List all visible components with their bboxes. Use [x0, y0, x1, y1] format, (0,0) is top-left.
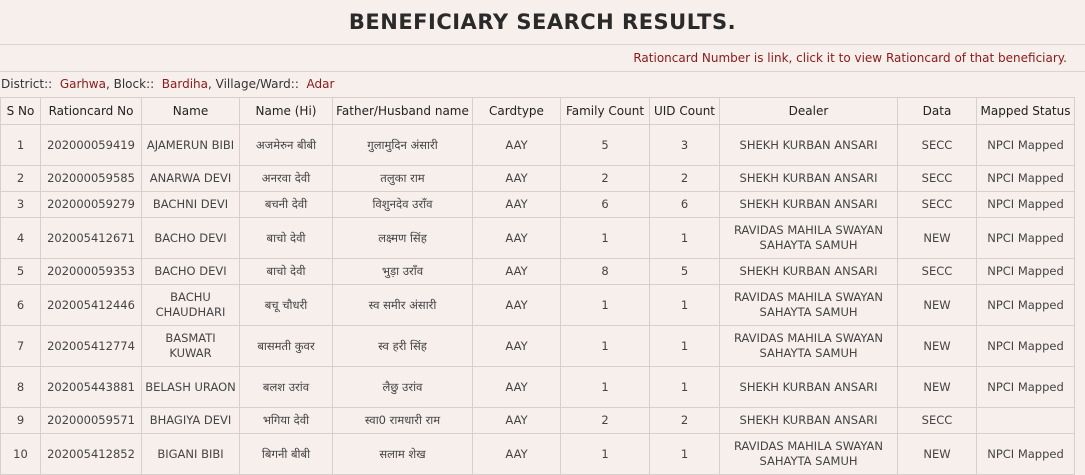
rationcard-link-note: Rationcard Number is link, click it to view Rationcard of that beneficiary. — [0, 45, 1085, 72]
cell-sno: 5 — [1, 259, 41, 285]
cell-family-count: 8 — [561, 259, 650, 285]
cell-sno: 2 — [1, 166, 41, 192]
cell-name-hi: बचू चौधरी — [240, 285, 333, 326]
cell-father: भुड़ा उराँव — [333, 259, 473, 285]
header-father: Father/Husband name — [333, 98, 473, 125]
cell-mapped-status: NPCI Mapped — [977, 192, 1075, 218]
cell-data: NEW — [898, 367, 977, 408]
cell-family-count: 6 — [561, 192, 650, 218]
cell-family-count: 5 — [561, 125, 650, 166]
village-value: Adar — [306, 77, 335, 91]
cell-mapped-status: NPCI Mapped — [977, 259, 1075, 285]
cell-family-count: 2 — [561, 408, 650, 434]
cell-name-hi: बचनी देवी — [240, 192, 333, 218]
cell-data: SECC — [898, 408, 977, 434]
cell-name: AJAMERUN BIBI — [142, 125, 240, 166]
cell-uid-count: 1 — [650, 218, 720, 259]
cell-uid-count: 1 — [650, 434, 720, 475]
cell-mapped-status: NPCI Mapped — [977, 285, 1075, 326]
cell-dealer: SHEKH KURBAN ANSARI — [720, 192, 898, 218]
cell-uid-count: 1 — [650, 367, 720, 408]
cell-cardtype: AAY — [473, 285, 561, 326]
cell-dealer: RAVIDAS MAHILA SWAYAN SAHAYTA SAMUH — [720, 326, 898, 367]
cell-uid-count: 5 — [650, 259, 720, 285]
search-filters — [0, 72, 1085, 97]
cell-data: SECC — [898, 259, 977, 285]
header-data: Data — [898, 98, 977, 125]
cell-cardtype: AAY — [473, 125, 561, 166]
cell-uid-count: 1 — [650, 285, 720, 326]
cell-data: NEW — [898, 285, 977, 326]
rationcard-link[interactable]: 202000059353 — [41, 259, 142, 285]
cell-family-count: 1 — [561, 326, 650, 367]
cell-mapped-status: NPCI Mapped — [977, 166, 1075, 192]
cell-mapped-status — [977, 408, 1075, 434]
page-title: BENEFICIARY SEARCH RESULTS. — [0, 0, 1085, 45]
header-mapped-status: Mapped Status — [977, 98, 1075, 125]
cell-cardtype: AAY — [473, 166, 561, 192]
cell-uid-count: 3 — [650, 125, 720, 166]
table-row — [1, 434, 1075, 475]
cell-cardtype: AAY — [473, 259, 561, 285]
header-dealer: Dealer — [720, 98, 898, 125]
cell-father: लक्ष्मण सिंह — [333, 218, 473, 259]
cell-name-hi: बलश उरांव — [240, 367, 333, 408]
cell-father: लैछु उरांव — [333, 367, 473, 408]
cell-family-count: 1 — [561, 285, 650, 326]
rationcard-link[interactable]: 202005412446 — [41, 285, 142, 326]
cell-sno: 10 — [1, 434, 41, 475]
header-rationcard: Rationcard No — [41, 98, 142, 125]
cell-name: BACHU CHAUDHARI — [142, 285, 240, 326]
cell-name: BIGANI BIBI — [142, 434, 240, 475]
rationcard-link[interactable]: 202000059279 — [41, 192, 142, 218]
cell-data: SECC — [898, 125, 977, 166]
cell-name: BACHNI DEVI — [142, 192, 240, 218]
cell-father: गुलामुदिन अंसारी — [333, 125, 473, 166]
cell-dealer: SHEKH KURBAN ANSARI — [720, 259, 898, 285]
table-row — [1, 259, 1075, 285]
cell-cardtype: AAY — [473, 367, 561, 408]
table-row — [1, 125, 1075, 166]
cell-name-hi: अनरवा देवी — [240, 166, 333, 192]
cell-cardtype: AAY — [473, 326, 561, 367]
header-sno: S No — [1, 98, 41, 125]
cell-dealer: SHEKH KURBAN ANSARI — [720, 367, 898, 408]
beneficiary-table — [0, 97, 1075, 475]
cell-father: स्व हरी सिंह — [333, 326, 473, 367]
cell-cardtype: AAY — [473, 434, 561, 475]
cell-uid-count: 6 — [650, 192, 720, 218]
cell-data: SECC — [898, 166, 977, 192]
cell-name: BASMATI KUWAR — [142, 326, 240, 367]
table-row — [1, 166, 1075, 192]
cell-father: स्व समीर अंसारी — [333, 285, 473, 326]
cell-father: विशुनदेव उराँव — [333, 192, 473, 218]
cell-sno: 3 — [1, 192, 41, 218]
cell-data: NEW — [898, 434, 977, 475]
cell-name: BELASH URAON — [142, 367, 240, 408]
cell-father: स्वा0 रामधारी राम — [333, 408, 473, 434]
cell-dealer: SHEKH KURBAN ANSARI — [720, 408, 898, 434]
header-family-count: Family Count — [561, 98, 650, 125]
cell-data: NEW — [898, 326, 977, 367]
cell-cardtype: AAY — [473, 218, 561, 259]
cell-name-hi: बिगनी बीबी — [240, 434, 333, 475]
header-name: Name — [142, 98, 240, 125]
district-value: Garhwa — [59, 77, 106, 91]
cell-sno: 7 — [1, 326, 41, 367]
table-row — [1, 218, 1075, 259]
cell-mapped-status: NPCI Mapped — [977, 326, 1075, 367]
cell-family-count: 1 — [561, 218, 650, 259]
table-row — [1, 326, 1075, 367]
cell-uid-count: 2 — [650, 166, 720, 192]
cell-mapped-status: NPCI Mapped — [977, 218, 1075, 259]
cell-family-count: 2 — [561, 166, 650, 192]
village-label: , Village/Ward:: — [208, 77, 299, 91]
cell-mapped-status: NPCI Mapped — [977, 367, 1075, 408]
cell-dealer: RAVIDAS MAHILA SWAYAN SAHAYTA SAMUH — [720, 434, 898, 475]
table-row — [1, 408, 1075, 434]
cell-uid-count: 2 — [650, 408, 720, 434]
cell-name: BACHO DEVI — [142, 259, 240, 285]
cell-father: तलुका राम — [333, 166, 473, 192]
cell-dealer: SHEKH KURBAN ANSARI — [720, 125, 898, 166]
table-row — [1, 285, 1075, 326]
cell-dealer: RAVIDAS MAHILA SWAYAN SAHAYTA SAMUH — [720, 285, 898, 326]
cell-mapped-status: NPCI Mapped — [977, 434, 1075, 475]
cell-dealer: SHEKH KURBAN ANSARI — [720, 166, 898, 192]
cell-family-count: 1 — [561, 367, 650, 408]
rationcard-link[interactable]: 202005412774 — [41, 326, 142, 367]
cell-dealer: RAVIDAS MAHILA SWAYAN SAHAYTA SAMUH — [720, 218, 898, 259]
header-uid-count: UID Count — [650, 98, 720, 125]
cell-name-hi: अजमेरुन बीबी — [240, 125, 333, 166]
table-row — [1, 192, 1075, 218]
cell-name-hi: भगिया देवी — [240, 408, 333, 434]
table-row — [1, 367, 1075, 408]
cell-father: सलाम शेख — [333, 434, 473, 475]
rationcard-link[interactable]: 202005443881 — [41, 367, 142, 408]
district-label: District:: — [1, 77, 53, 91]
cell-cardtype: AAY — [473, 408, 561, 434]
table-header-row — [1, 98, 1075, 125]
cell-sno: 1 — [1, 125, 41, 166]
cell-cardtype: AAY — [473, 192, 561, 218]
header-name-hi: Name (Hi) — [240, 98, 333, 125]
cell-sno: 9 — [1, 408, 41, 434]
cell-sno: 8 — [1, 367, 41, 408]
cell-name: BACHO DEVI — [142, 218, 240, 259]
header-cardtype: Cardtype — [473, 98, 561, 125]
cell-data: NEW — [898, 218, 977, 259]
rationcard-link[interactable]: 202000059419 — [41, 125, 142, 166]
cell-mapped-status: NPCI Mapped — [977, 125, 1075, 166]
rationcard-link[interactable]: 202005412671 — [41, 218, 142, 259]
rationcard-link[interactable]: 202000059585 — [41, 166, 142, 192]
cell-name-hi: बाचो देवी — [240, 218, 333, 259]
cell-family-count: 1 — [561, 434, 650, 475]
cell-name: BHAGIYA DEVI — [142, 408, 240, 434]
rationcard-link[interactable]: 202000059571 — [41, 408, 142, 434]
cell-sno: 6 — [1, 285, 41, 326]
cell-name-hi: बाचो देवी — [240, 259, 333, 285]
rationcard-link[interactable]: 202005412852 — [41, 434, 142, 475]
block-value: Bardiha — [161, 77, 209, 91]
cell-sno: 4 — [1, 218, 41, 259]
cell-data: SECC — [898, 192, 977, 218]
block-label: , Block:: — [105, 77, 155, 91]
cell-uid-count: 1 — [650, 326, 720, 367]
cell-name: ANARWA DEVI — [142, 166, 240, 192]
cell-name-hi: बासमती कुवर — [240, 326, 333, 367]
